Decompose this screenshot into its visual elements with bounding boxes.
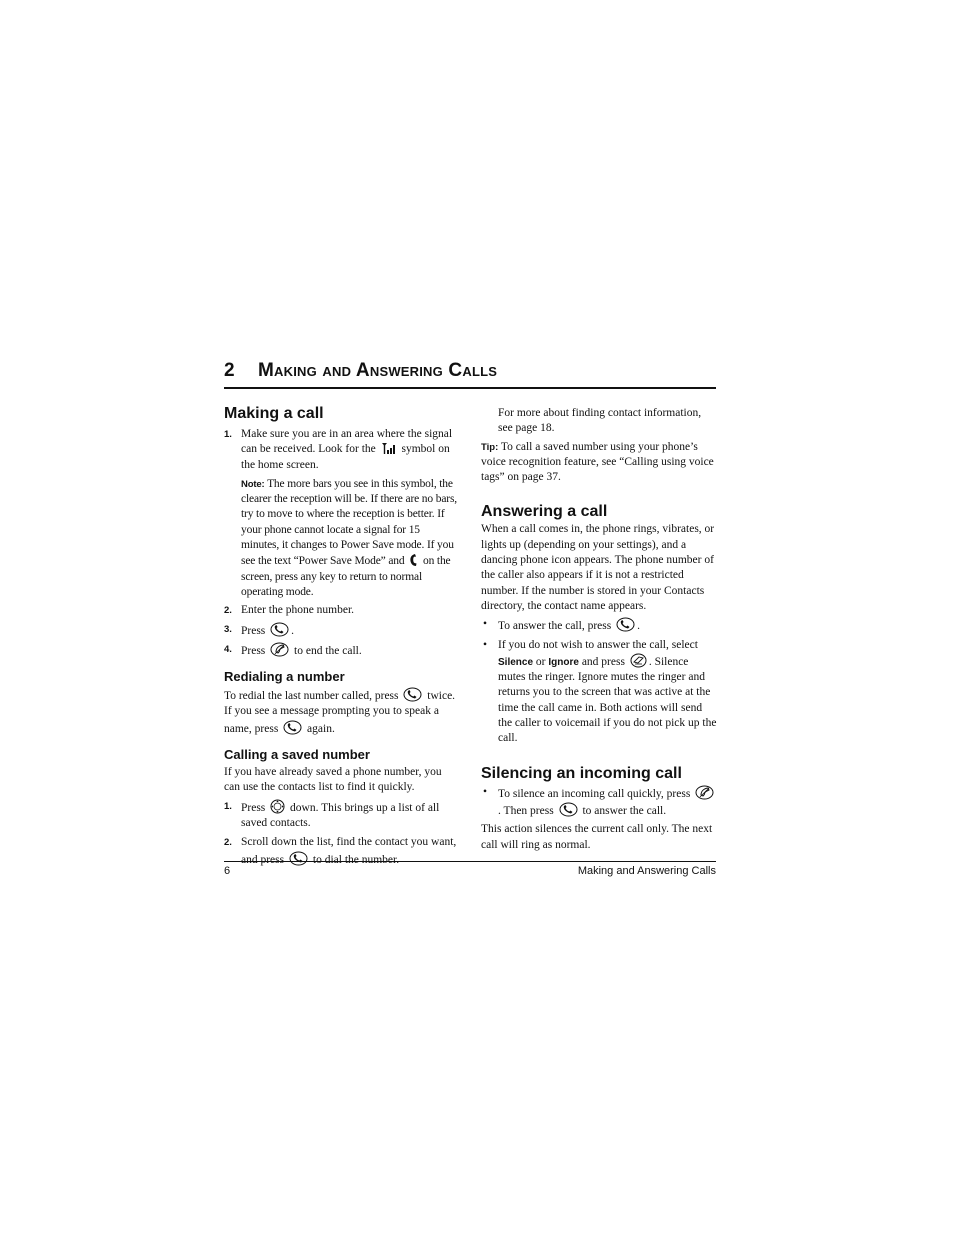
redial-text: again. xyxy=(307,722,335,735)
note-text: The more bars you see in this symbol, the clearer the reception will be. If there are no bars, try to move to where the reception is better. If your phone cannot locate a signal for 15 minutes, it changes to Power Save mode. If you see the text “Power Save Mode” and xyxy=(241,477,458,568)
page-footer xyxy=(224,861,716,880)
subheading-calling-saved: Calling a saved number xyxy=(224,747,370,763)
step-text: Press xyxy=(241,801,266,814)
step-text: Press xyxy=(241,624,266,637)
step-text: to dial the number. xyxy=(312,853,400,866)
step-text: to end the call. xyxy=(294,644,362,657)
phone-end-icon xyxy=(270,642,289,657)
section-heading-silencing: Silencing an incoming call xyxy=(481,764,682,782)
handset-icon xyxy=(409,553,418,567)
step-text: down. This brings up a list of all saved contacts. xyxy=(241,801,440,829)
navigation-key-icon xyxy=(270,799,285,814)
step-4 xyxy=(224,642,460,659)
step-2 xyxy=(224,603,460,618)
step-number: 3. xyxy=(224,623,232,635)
step-1 xyxy=(224,427,460,473)
step-text: Enter the phone number. xyxy=(241,604,355,617)
bullet-text: If you do not wish to answer the call, select xyxy=(498,638,698,651)
silence-option-label: Silence xyxy=(498,656,534,668)
list-item xyxy=(481,785,717,820)
phone-talk-icon xyxy=(403,687,422,702)
step-number: 2. xyxy=(224,837,232,849)
list-item xyxy=(481,617,717,634)
ok-key-icon xyxy=(630,653,647,668)
tip-text: To call a saved number using your phone’s voice recognition feature, see “Calling using voice tags” on page 37. xyxy=(481,440,714,484)
note-label: Note: xyxy=(241,478,265,490)
redial-text: twice. If you see a message prompting you to speak a name, press xyxy=(224,690,456,735)
bullet: • xyxy=(483,618,488,631)
chapter-number: 2 xyxy=(224,360,235,381)
step-number: 2. xyxy=(224,605,232,617)
bullet-text: . Then press xyxy=(498,804,554,817)
bullet: • xyxy=(483,638,488,651)
bullet-text: and press xyxy=(581,655,625,668)
list-item xyxy=(481,638,717,747)
silencing-after-text: This action silences the current call only. The next call will ring as normal. xyxy=(481,823,713,851)
step-number: 4. xyxy=(224,643,232,655)
more-info-text: For more about finding contact information, see page 18. xyxy=(498,407,702,435)
bullet-text: . xyxy=(637,620,640,633)
page-number: 6 xyxy=(224,865,231,877)
subheading-redialing: Redialing a number xyxy=(224,669,345,685)
phone-talk-icon xyxy=(270,622,289,637)
tip xyxy=(481,440,717,486)
step-text: Scroll down the list, find the contact you want, and press xyxy=(241,836,457,866)
tip-label: Tip: xyxy=(481,441,499,453)
section-heading-answering: Answering a call xyxy=(481,503,608,521)
step-text: . xyxy=(291,624,295,637)
step-text: Make sure you are in an area where the signal can be received. Look for the xyxy=(241,428,453,456)
phone-end-icon xyxy=(695,785,714,800)
step-3 xyxy=(224,622,460,639)
chapter-header xyxy=(224,356,716,389)
phone-talk-icon xyxy=(283,720,302,735)
phone-talk-icon xyxy=(616,617,635,632)
step-number: 1. xyxy=(224,800,232,812)
right-column xyxy=(481,404,717,853)
phone-talk-icon xyxy=(559,802,578,817)
section-heading-making-a-call: Making a call xyxy=(224,405,324,422)
bullet-text: to answer the call. xyxy=(582,804,667,817)
chapter-title: Making and Answering Calls xyxy=(258,360,498,381)
bullet-text: To answer the call, press xyxy=(498,620,612,633)
step-text: Press xyxy=(241,644,266,657)
saved-intro: If you have already saved a phone number, you can use the contacts list to find it quickly. xyxy=(224,766,442,794)
step-1 xyxy=(224,799,460,832)
answering-intro: When a call comes in, the phone rings, vibrates, or lights up (depending on your settings), and a dancing phone icon appears. The phone number of the caller also appears if it is not a restricted number. If the number is stored in your Contacts directory, the contact name appears. xyxy=(481,523,715,612)
bullet: • xyxy=(483,785,488,798)
step-text: symbol on the home screen. xyxy=(241,443,450,471)
bullet-text: To silence an incoming call quickly, press xyxy=(498,787,691,800)
note-text: on the screen, press any key to return to normal operating mode. xyxy=(241,555,451,598)
running-title: Making and Answering Calls xyxy=(577,865,716,877)
ignore-option-label: Ignore xyxy=(548,656,579,668)
redial-text: To redial the last number called, press xyxy=(224,690,399,703)
left-column xyxy=(224,404,460,868)
note xyxy=(224,477,460,600)
bullet-text: . Silence mutes the ringer. Ignore mutes the ringer and returns you to the screen that was active at the time the call came in. Both actions will send the caller to voicemail if you do not pick up the call. xyxy=(498,655,717,745)
bullet-text: or xyxy=(535,655,546,668)
step-number: 1. xyxy=(224,429,232,440)
redial-paragraph xyxy=(224,687,460,737)
signal-bars-icon xyxy=(381,442,397,455)
